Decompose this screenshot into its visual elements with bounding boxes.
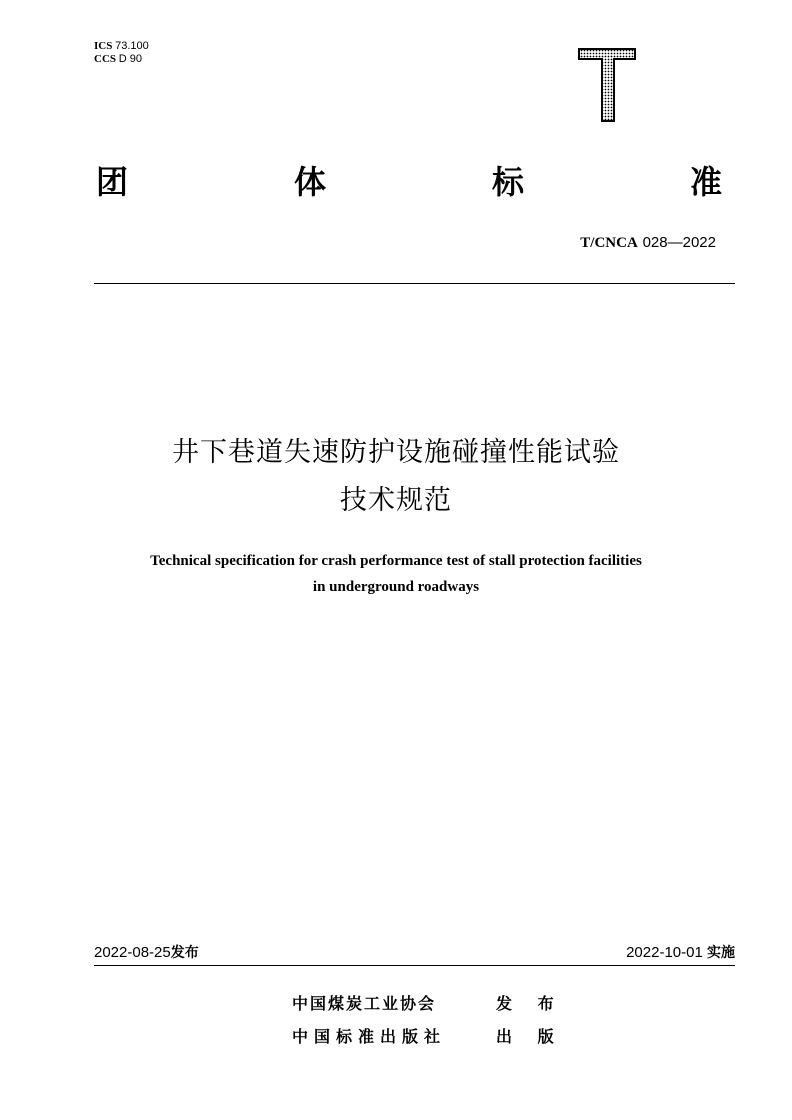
implementation-date (626, 942, 735, 962)
standard-type-char: 团 (96, 163, 129, 201)
ccs-label: CCS (94, 53, 117, 65)
standard-type-char: 体 (293, 163, 326, 201)
title-zh-line-1: 井下巷道失速防护设施碰撞性能试验 (172, 437, 620, 468)
ics-label: ICS (94, 40, 113, 52)
ccs-number: D 90 (118, 53, 143, 65)
ccs-code (94, 53, 149, 66)
standard-number-prefix: T/CNCA (580, 235, 638, 251)
footer-divider (94, 965, 735, 966)
header-divider (94, 283, 735, 284)
issue-date-label: 发布 (170, 945, 199, 961)
standard-type-char: 标 (491, 163, 524, 201)
publisher-role: 发 布 (496, 994, 564, 1013)
implementation-date-value: 2022-10-01 (626, 944, 703, 961)
classification-codes (94, 40, 149, 66)
standard-number (580, 233, 716, 252)
issue-date (94, 942, 199, 962)
publisher-role: 出 版 (496, 1027, 564, 1046)
ics-number: 73.100 (115, 40, 149, 52)
t-logo-icon (577, 46, 639, 126)
standard-type-char: 准 (689, 163, 722, 201)
ics-code (94, 40, 149, 53)
title-en-line-2: in underground roadways (312, 579, 480, 595)
publisher-name: 中国煤炭工业协会 (292, 994, 437, 1013)
publisher-name: 中国标准出版社 (292, 1027, 447, 1046)
implementation-date-label: 实施 (707, 945, 735, 961)
standard-type (96, 160, 722, 200)
title-en-line-1: Technical specification for crash performance test of stall protection facilities (150, 553, 642, 569)
standard-number-code: 028—2022 (642, 234, 716, 251)
title-zh-line-2: 技术规范 (340, 485, 452, 516)
issue-date-value: 2022-08-25 (94, 944, 171, 961)
